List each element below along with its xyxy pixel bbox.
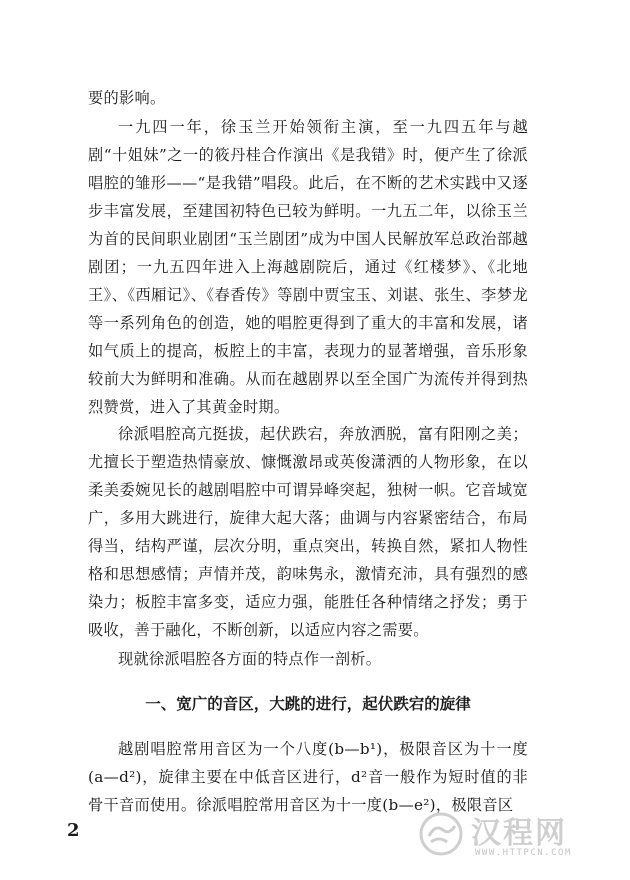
paragraph-range: 越剧唱腔常用音区为一个八度(b—b¹)，极限音区为十一度(a—d²)，旋律主要在中低音区进行，d²音一般作为短时值的非骨干音而使用。徐派唱腔常用音区为十一度(b—e²)，极限音区 (88, 740, 528, 814)
paragraph-characteristics: 徐派唱腔高亢挺拔，起伏跌宕，奔放洒脱，富有阳刚之美；尤擅长于塑造热情豪放、慷慨激昂或英俊潇洒的人物形象，在以柔美委婉见长的越剧唱腔中可谓异峰突起，独树一帜。它音域宽广，多用大跳进行，旋律大起大落；曲调与内容紧密结合，布局得当，结构严谨，层次分明，重点突出，转换自然，紧扣人物性格和思想感情；声情并茂，韵味隽永，激情充沛，具有强烈的感染力；板腔丰富多变，适应力强，能胜任各种情绪之抒发；勇于吸收，善于融化，不断创新，以适应内容之需要。 (88, 425, 528, 639)
paragraph-history: 一九四一年，徐玉兰开始领衔主演，至一九四五年与越剧“十姐妹”之一的筱丹桂合作演出《是我错》时，便产生了徐派唱腔的雏形——“是我错”唱段。此后，在不断的艺术实践中又逐步丰富发展，至建国初特色已较为鲜明。一九五二年，以徐玉兰为首的民间职业剧团“玉兰剧团”成为中国人民解放军总政治部越剧团；一九五四年进入上海越剧院后，通过《红楼梦》、《北地王》、《西厢记》、《春香传》等剧中贾宝玉、刘谌、张生、李梦龙等一系列角色的创造，她的唱腔更得到了重大的丰富和发展，诸如气质上的提高，板腔上的丰富，表现力的显著增强，音乐形象较前大为鲜明和准确。从而在越剧界以至全国广为流传并得到热烈赞赏，进入了其黄金时期。 (88, 118, 528, 416)
watermark-logo-icon (417, 810, 465, 858)
page-number: 2 (67, 820, 80, 841)
paragraph-intro-analysis: 现就徐派唱腔各方面的特点作一剖析。 (118, 650, 382, 668)
watermark (417, 808, 602, 866)
paragraph-continuation: 要的影响。 (88, 89, 166, 107)
watermark-url: WWW.HTTPCN.COM (475, 848, 572, 858)
watermark-brand: 汉程网 (471, 816, 567, 851)
section-heading: 一、宽广的音区，大跳的进行，起伏跌宕的旋律 (145, 694, 471, 713)
